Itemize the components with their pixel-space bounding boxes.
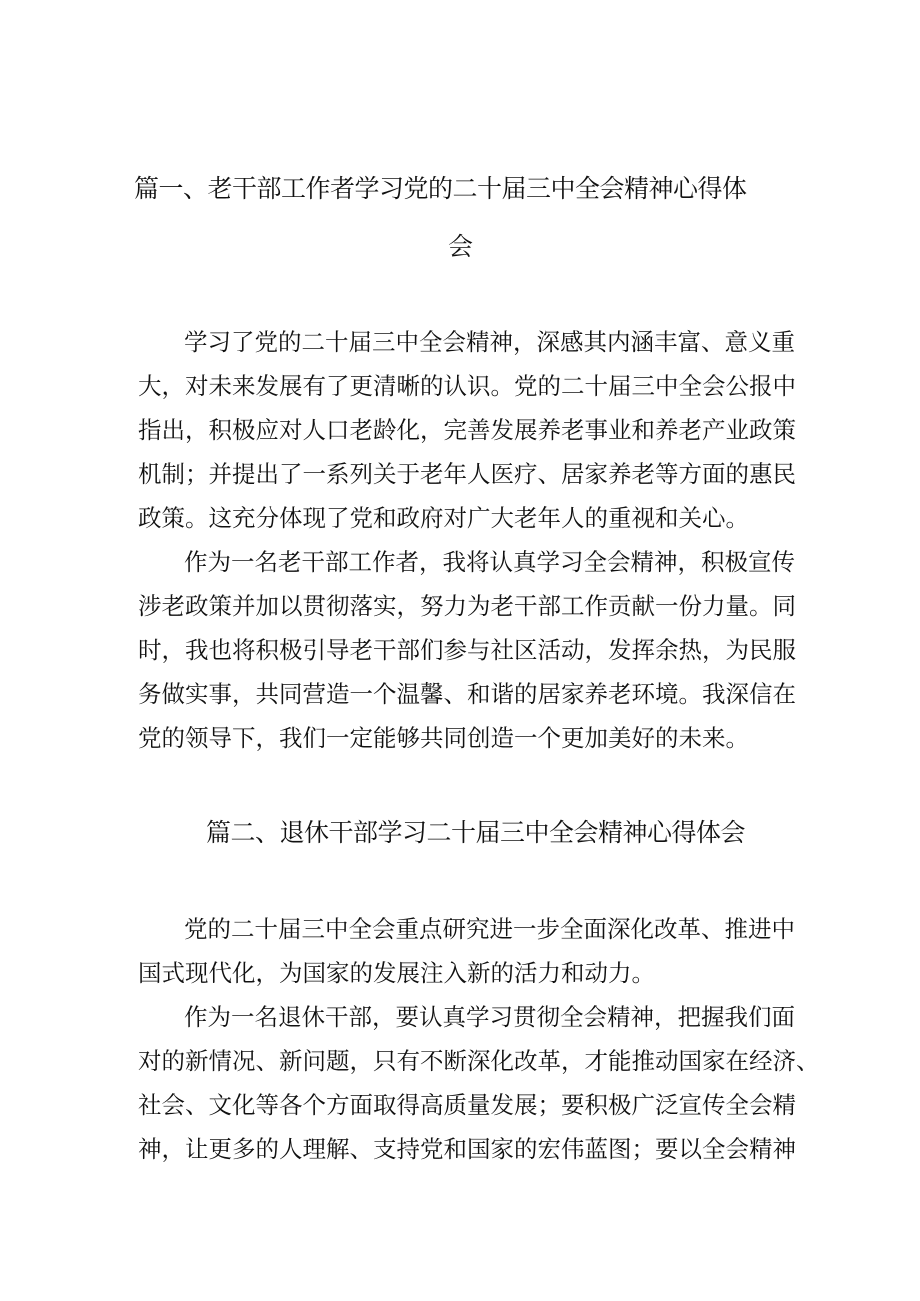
section2-title: 篇二、退休干部学习二十届三中全会精神心得体会	[206, 818, 746, 847]
section1-para2-line4: 务做实事，共同营造一个温馨、和谐的居家养老环境。我深信在	[138, 680, 796, 708]
section1-para1-line2: 大，对未来发展有了更清晰的认识。党的二十届三中全会公报中	[138, 372, 796, 400]
section1-para1-line4: 机制；并提出了一系列关于老年人医疗、居家养老等方面的惠民	[138, 460, 796, 488]
section1-title-line1: 篇一、老干部工作者学习党的二十届三中全会精神心得体	[134, 174, 747, 203]
section1-para1-line1: 学习了党的二十届三中全会精神，深感其内涵丰富、意义重	[184, 328, 795, 356]
section1-title-line2: 会	[448, 232, 473, 261]
section1-para1-line5: 政策。这充分体现了党和政府对广大老年人的重视和关心。	[138, 504, 749, 532]
section1-para2-line3: 时，我也将积极引导老干部们参与社区活动，发挥余热，为民服	[138, 636, 796, 664]
section2-para2-line3: 社会、文化等各个方面取得高质量发展；要积极广泛宣传全会精	[138, 1091, 796, 1119]
section1-para1-line3: 指出，积极应对人口老龄化，完善发展养老事业和养老产业政策	[138, 416, 796, 444]
section1-para2-line1: 作为一名老干部工作者，我将认真学习全会精神，积极宣传	[184, 548, 795, 576]
section2-para2-line4: 神，让更多的人理解、支持党和国家的宏伟蓝图；要以全会精神	[138, 1135, 796, 1163]
section2-para2-line2: 对的新情况、新问题，只有不断深化改革，才能推动国家在经济、	[138, 1047, 820, 1075]
section1-para2-line2: 涉老政策并加以贯彻落实，努力为老干部工作贡献一份力量。同	[138, 592, 796, 620]
section2-para1-line2: 国式现代化，为国家的发展注入新的活力和动力。	[138, 959, 655, 987]
section1-para2-line5: 党的领导下，我们一定能够共同创造一个更加美好的未来。	[138, 724, 749, 752]
section2-para2-line1: 作为一名退休干部，要认真学习贯彻全会精神，把握我们面	[184, 1003, 795, 1031]
section2-para1-line1: 党的二十届三中全会重点研究进一步全面深化改革、推进中	[184, 915, 795, 943]
